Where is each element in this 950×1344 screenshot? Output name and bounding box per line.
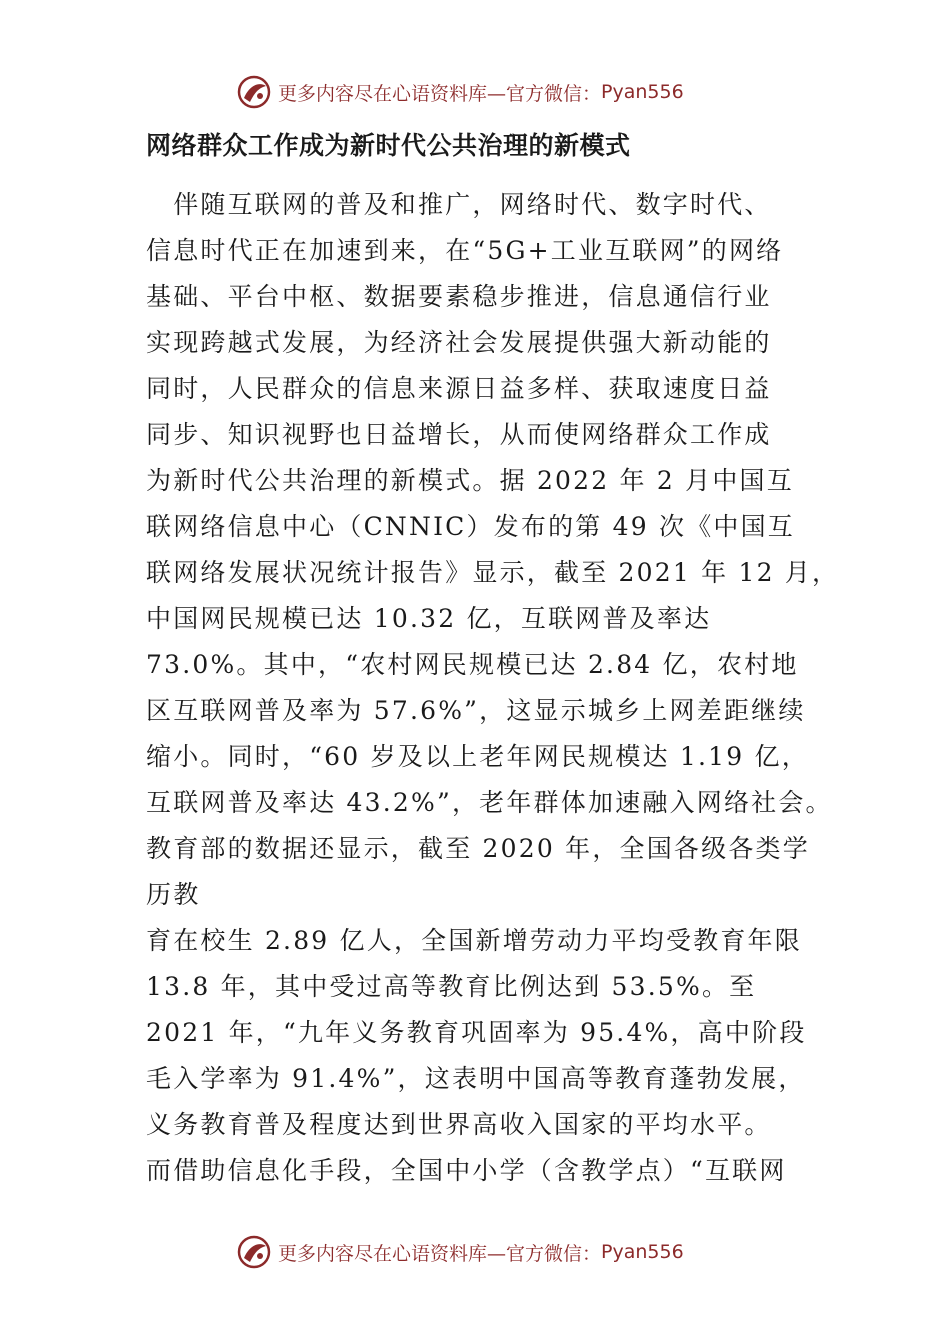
logo-icon [236,1234,272,1270]
text-line: 义务教育普及程度达到世界高收入国家的平均水平。 [146,1110,772,1139]
text-line: 信息时代正在加速到来，在“5G+工业互联网”的网络 [146,236,784,265]
banner-text: 更多内容尽在心语资料库—官方微信： [278,82,602,105]
text-line: 联网络发展状况统计报告》显示，截至 2021 年 12 月， [146,558,840,587]
text-line: 伴随互联网的普及和推广，网络时代、数字时代、 [146,190,772,219]
header-watermark [236,72,684,112]
text-line: 历教 [146,880,201,909]
text-line: 毛入学率为 91.4%”，这表明中国高等教育蓬勃发展， [146,1064,806,1093]
text-line: 同步、知识视野也日益增长，从而使网络群众工作成 [146,420,772,449]
text-line: 中国网民规模已达 10.32 亿，互联网普及率达 [146,604,712,633]
page-title: 网络群众工作成为新时代公共治理的新模式 [146,131,631,160]
text-line: 同时，人民群众的信息来源日益多样、获取速度日益 [146,374,772,403]
text-line: 为新时代公共治理的新模式。据 2022 年 2 月中国互 [146,466,794,495]
text-line: 育在校生 2.89 亿人，全国新增劳动力平均受教育年限 [146,926,802,955]
text-line: 73.0%。其中，“农村网民规模已达 2.84 亿，农村地 [146,650,799,679]
logo-icon [236,74,272,110]
text-line: 而借助信息化手段，全国中小学（含教学点）“互联网 [146,1156,787,1185]
text-line: 缩小。同时，“60 岁及以上老年网民规模达 1.19 亿， [146,742,809,771]
text-line: 基础、平台中枢、数据要素稳步推进，信息通信行业 [146,282,772,311]
text-line: 教育部的数据还显示，截至 2020 年，全国各级各类学 [146,834,810,863]
banner-text: 更多内容尽在心语资料库—官方微信： [278,1242,602,1265]
text-line: 13.8 年，其中受过高等教育比例达到 53.5%。至 [146,972,757,1001]
text-line: 区互联网普及率为 57.6%”，这显示城乡上网差距继续 [146,696,806,725]
text-line: 互联网普及率达 43.2%”，老年群体加速融入网络社会。 [146,788,833,817]
text-line: 2021 年，“九年义务教育巩固率为 95.4%，高中阶段 [146,1018,807,1047]
footer-watermark [236,1232,684,1272]
article-body [146,182,840,1194]
text-line: 联网络信息中心（CNNIC）发布的第 49 次《中国互 [146,512,795,541]
text-line: 实现跨越式发展，为经济社会发展提供强大新动能的 [146,328,772,357]
banner-contact: Pyan556 [601,81,684,103]
banner-contact: Pyan556 [601,1241,684,1263]
